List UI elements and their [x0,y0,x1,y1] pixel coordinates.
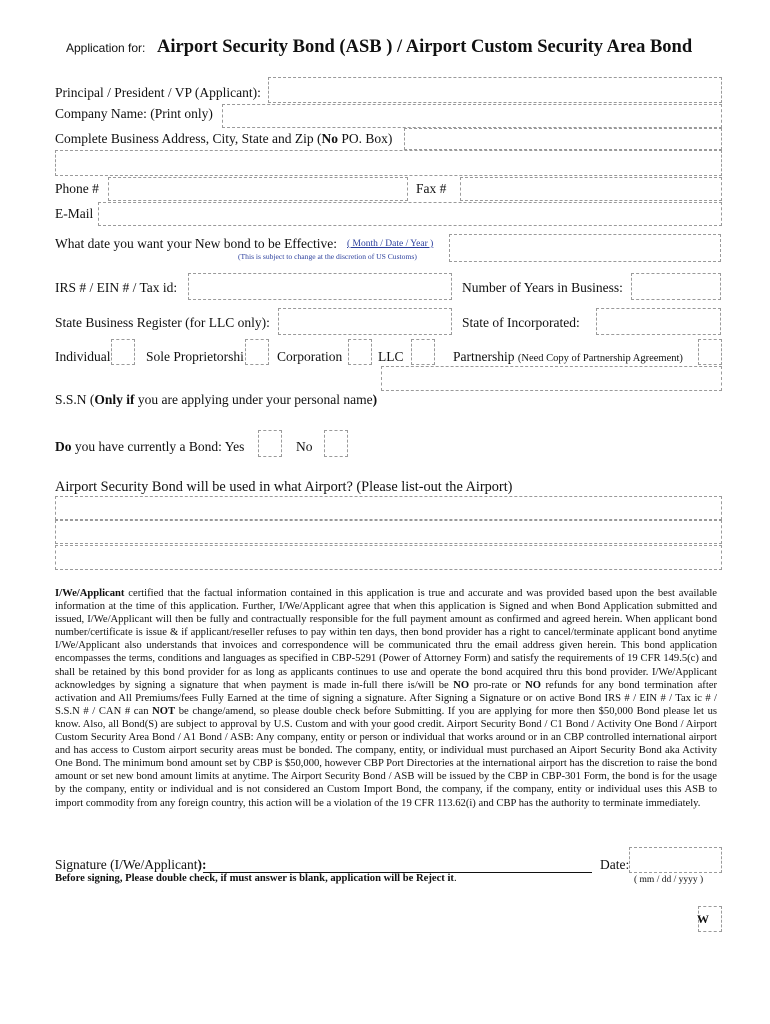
signature-date-label: Date: [600,857,630,872]
state-register-label: State Business Register (for LLC only): [55,315,270,330]
current-bond-question: you have currently a Bond: Yes [71,439,245,454]
airport-input-line1[interactable] [55,496,722,520]
address-label-pre: Complete Business Address, City, State and Zip ( [55,131,322,146]
agreement-no-1: NO [453,679,470,691]
entity-llc-checkbox[interactable] [411,339,435,365]
entity-partnership-checkbox[interactable] [698,339,722,365]
airport-input-line2[interactable] [55,520,722,544]
entity-sole-label: Sole Proprietorshi [146,349,244,364]
corner-mark: W [697,912,709,926]
current-bond-do: Do [55,439,72,454]
irs-input[interactable] [188,273,452,300]
ssn-label-only: Only [94,392,123,407]
current-bond-label [55,439,244,455]
irs-label: IRS # / EIN # / Tax id: [55,280,178,295]
signature-label-close: ): [197,857,207,872]
agreement-lead: I/We/Applicant [55,588,125,599]
effective-date-note: (This is subject to change at the discretion of US Customs) [238,252,417,261]
signature-label-text: Signature (I/We/Applicant [55,857,198,872]
years-input[interactable] [631,273,721,300]
agreement-no-2: NO [525,679,541,691]
entity-partnership-label [453,349,683,365]
ssn-label-pre: S.S.N ( [55,392,95,407]
entity-corporation-checkbox[interactable] [348,339,372,365]
airport-input-line3[interactable] [55,545,722,570]
fax-label: Fax # [416,181,447,196]
phone-input[interactable] [108,177,408,201]
agreement-text-3: refunds for any bond termination after activation and All Premiums/fees Fully Earned at the time of signing a signature. After Signing a Signature or on active Bond IRS # / EIN # / Tax ic # / S.S.N # / CAN # can [55,679,717,717]
effective-date-format: ( Month / Date / Year ) [347,239,434,249]
agreement-not: NOT [152,705,176,717]
agreement-text-2: pro-rate or [469,679,526,691]
ssn-label-close: ) [372,392,378,407]
company-input[interactable] [222,104,722,128]
agreement-paragraph [55,587,717,810]
principal-input[interactable] [268,77,722,103]
page-title: Airport Security Bond (ASB ) / Airport Custom Security Area Bond [157,37,693,57]
entity-partnership-text: Partnership [453,349,515,364]
entity-individual-label: Individual [55,349,111,364]
effective-date-input[interactable] [449,234,721,262]
company-label: Company Name: (Print only) [55,106,213,121]
ssn-label-if: if [122,392,135,407]
email-label: E-Mail [55,206,94,221]
signature-warning-text: Before signing, Please double check, if must answer is blank, application will be Reject it [55,873,454,884]
fax-input[interactable] [460,177,722,201]
phone-label: Phone # [55,181,99,196]
entity-llc-label: LLC [378,349,404,364]
current-bond-no-label: No [296,439,313,454]
entity-partnership-note: (Need Copy of Partnership Agreement) [517,353,683,364]
signature-date-format: ( mm / dd / yyyy ) [634,875,704,885]
signature-label [55,857,207,873]
state-incorporated-label: State of Incorporated: [462,315,580,330]
ssn-input[interactable] [381,366,722,391]
current-bond-no-checkbox[interactable] [324,430,348,457]
address-input-line1[interactable] [404,128,722,150]
address-label [55,131,392,147]
state-incorporated-input[interactable] [596,308,721,335]
entity-sole-checkbox[interactable] [245,339,269,365]
address-label-no: No [321,131,338,146]
principal-label: Principal / President / VP (Applicant): [55,85,261,100]
agreement-text-1: certified that the factual information contained in this application is true and accurate and was provided based upon the best available information at the time of this application. Further, I/We/Applicant agree that when this application is Signed and when Bond Application submitted and issued, I/We/Applicant will then be fully and contractually responsible for the full payment amount as confirmed and agreed herein. When applicant bond number/certificate is issue & if applicant/reseller refuses to pay within ten days, then bond provider has a right to cancel/terminate applicant bond anytime I/We/Applicant also understands that invoices and correspondence will be communicated thru the email address given herein. This bond application encompasses the terms, conditions and languages as specified in CBP-5291 (Power of Attorney Form) and satisfy the requirements of 19 CFR 149.5(c) and shall be retained by this bond provider for as long as applicants continues to use and operate the bond acquired thru this bond provider. I/We/Applicant acknowledges by signing a signature that when payment is made in-full there is/will be [55,588,717,691]
airport-question: Airport Security Bond will be used in what Airport? (Please list-out the Airport) [55,479,513,495]
address-label-post: PO. Box) [337,131,393,146]
effective-date-label: What date you want your New bond to be Effective: [55,236,338,251]
signature-warning [55,873,457,884]
entity-corporation-label: Corporation [277,349,343,364]
entity-individual-checkbox[interactable] [111,339,135,365]
current-bond-yes-checkbox[interactable] [258,430,282,457]
agreement-text-4: be change/amend, so please double check before Submitting. If you are applying for more then $50,000 Bond please let us know. Also, all Bond(S) are subject to approval by U.S. Custom and with your good credit. Airport Security Bond / C1 Bond / Activity One Bond / Airport Custom Security Area Bond / A1 Bond / ASB: Any company, entity or person or individual that works around or in an CBP controlled international airport and has access to Custom airport security areas must be bonded. The company, entity, or individual must purchased an Aiport Security Bond aka Activity One Bond. The minimum bond amount set by CBP is $50,000, however CBP Port Directories at the international airport has the discretion to raise the bond amount or set new bond amount limits at anytime. The Airport Security Bond / ASB will be issued by the CBP in CBP-301 Form, the bond is for the usage by the company, entity or individual and is not considered an Custom Import Bond, the company, if the company, entity or individual uses this ASB to import commodity from any foreign country, this action will be a violation of the 19 CFR 113.62(i) and CBP has the authority to terminate immediately. [55,705,717,809]
signature-warning-end: . [453,873,457,884]
ssn-label-post: you are applying under your personal name [134,392,373,407]
address-input-line2[interactable] [55,150,722,176]
ssn-label [55,392,377,408]
header-prefix: Application for: [66,41,146,55]
email-input[interactable] [98,202,722,226]
state-register-input[interactable] [278,308,452,335]
years-label: Number of Years in Business: [462,280,623,295]
signature-date-input[interactable] [629,847,722,873]
